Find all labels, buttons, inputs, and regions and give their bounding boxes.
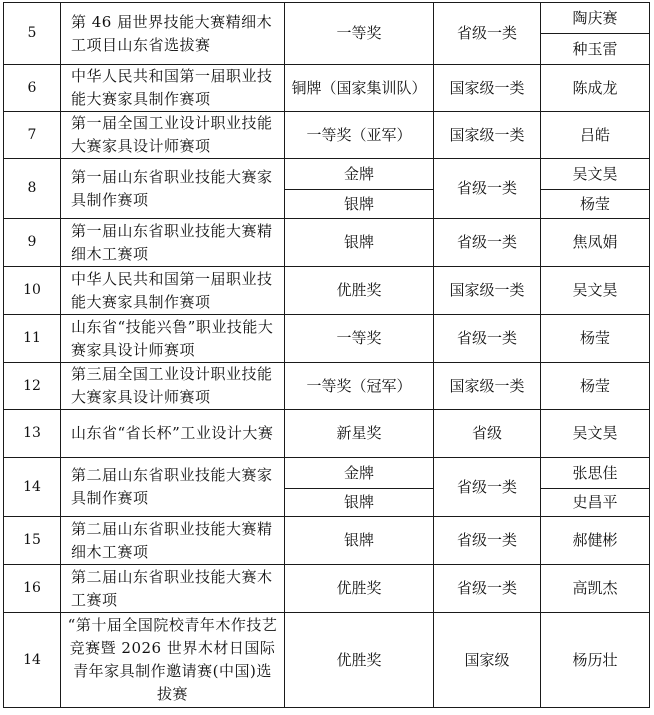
- level-cell: 省级一类: [434, 315, 541, 363]
- table-row: [4, 65, 650, 112]
- row-number: 14: [4, 613, 61, 708]
- award-cell: 优胜奖: [285, 565, 434, 613]
- award-cell: 金牌: [285, 458, 434, 489]
- competition-name: 山东省“技能兴鲁”职业技能大赛家具设计师赛项: [61, 315, 285, 363]
- award-cell: 银牌: [285, 190, 434, 219]
- competition-name: 第一届全国工业设计职业技能大赛家具设计师赛项: [61, 112, 285, 159]
- row-number: 9: [4, 219, 61, 267]
- award-cell: 一等奖: [285, 315, 434, 363]
- person-cell: 郝健彬: [541, 517, 650, 565]
- person-cell: 杨历壮: [541, 613, 650, 708]
- competition-name: 第 46 届世界技能大赛精细木工项目山东省选拔赛: [61, 3, 285, 65]
- competition-name: 第一届山东省职业技能大赛家具制作赛项: [61, 159, 285, 219]
- competition-name: 中华人民共和国第一届职业技能大赛家具制作赛项: [61, 65, 285, 112]
- award-cell: 新星奖: [285, 410, 434, 458]
- row-number: 15: [4, 517, 61, 565]
- row-number: 11: [4, 315, 61, 363]
- person-cell: 种玉雷: [541, 34, 650, 65]
- competition-name: 山东省“省长杯”工业设计大赛: [61, 410, 285, 458]
- award-cell: 金牌: [285, 159, 434, 190]
- person-cell: 张思佳: [541, 458, 650, 489]
- row-number: 8: [4, 159, 61, 219]
- table-row: [4, 363, 650, 410]
- person-cell: 陶庆赛: [541, 3, 650, 34]
- person-cell: 吴文昊: [541, 159, 650, 190]
- level-cell: 国家级一类: [434, 363, 541, 410]
- table-row: [4, 267, 650, 315]
- person-cell: 焦凤娟: [541, 219, 650, 267]
- level-cell: 国家级一类: [434, 65, 541, 112]
- person-cell: 吕皓: [541, 112, 650, 159]
- level-cell: 国家级: [434, 613, 541, 708]
- level-cell: 省级: [434, 410, 541, 458]
- award-cell: 一等奖: [285, 3, 434, 65]
- person-cell: 史昌平: [541, 489, 650, 517]
- table-row: [4, 517, 650, 565]
- table-row: [4, 613, 650, 708]
- table-row: [4, 565, 650, 613]
- person-cell: 陈成龙: [541, 65, 650, 112]
- award-cell: 银牌: [285, 517, 434, 565]
- table-row: [4, 458, 650, 489]
- competition-name: “第十届全国院校青年木作技艺竞赛暨 2026 世界木材日国际青年家具制作邀请赛(中国)选拔赛: [61, 613, 285, 708]
- table-row: [4, 3, 650, 34]
- row-number: 16: [4, 565, 61, 613]
- award-cell: 银牌: [285, 489, 434, 517]
- level-cell: 省级一类: [434, 159, 541, 219]
- competition-name: 第一届山东省职业技能大赛精细木工赛项: [61, 219, 285, 267]
- competition-name: 第二届山东省职业技能大赛家具制作赛项: [61, 458, 285, 517]
- award-cell: 优胜奖: [285, 267, 434, 315]
- awards-table-body: [4, 3, 650, 708]
- competition-name: 第三届全国工业设计职业技能大赛家具设计师赛项: [61, 363, 285, 410]
- table-row: [4, 410, 650, 458]
- awards-table: [3, 2, 650, 708]
- level-cell: 国家级一类: [434, 112, 541, 159]
- level-cell: 省级一类: [434, 3, 541, 65]
- award-cell: 铜牌（国家集训队）: [285, 65, 434, 112]
- level-cell: 省级一类: [434, 517, 541, 565]
- level-cell: 省级一类: [434, 565, 541, 613]
- award-cell: 优胜奖: [285, 613, 434, 708]
- table-row: [4, 219, 650, 267]
- competition-name: 第二届山东省职业技能大赛精细木工赛项: [61, 517, 285, 565]
- award-cell: 一等奖（冠军）: [285, 363, 434, 410]
- level-cell: 省级一类: [434, 219, 541, 267]
- row-number: 13: [4, 410, 61, 458]
- row-number: 6: [4, 65, 61, 112]
- row-number: 14: [4, 458, 61, 517]
- person-cell: 高凯杰: [541, 565, 650, 613]
- person-cell: 杨莹: [541, 190, 650, 219]
- row-number: 12: [4, 363, 61, 410]
- award-cell: 一等奖（亚军）: [285, 112, 434, 159]
- level-cell: 省级一类: [434, 458, 541, 517]
- person-cell: 吴文昊: [541, 267, 650, 315]
- table-row: [4, 159, 650, 190]
- award-cell: 银牌: [285, 219, 434, 267]
- competition-name: 第二届山东省职业技能大赛木工赛项: [61, 565, 285, 613]
- person-cell: 杨莹: [541, 363, 650, 410]
- row-number: 7: [4, 112, 61, 159]
- level-cell: 国家级一类: [434, 267, 541, 315]
- row-number: 5: [4, 3, 61, 65]
- person-cell: 吴文昊: [541, 410, 650, 458]
- table-row: [4, 315, 650, 363]
- table-row: [4, 112, 650, 159]
- competition-name: 中华人民共和国第一届职业技能大赛家具制作赛项: [61, 267, 285, 315]
- row-number: 10: [4, 267, 61, 315]
- person-cell: 杨莹: [541, 315, 650, 363]
